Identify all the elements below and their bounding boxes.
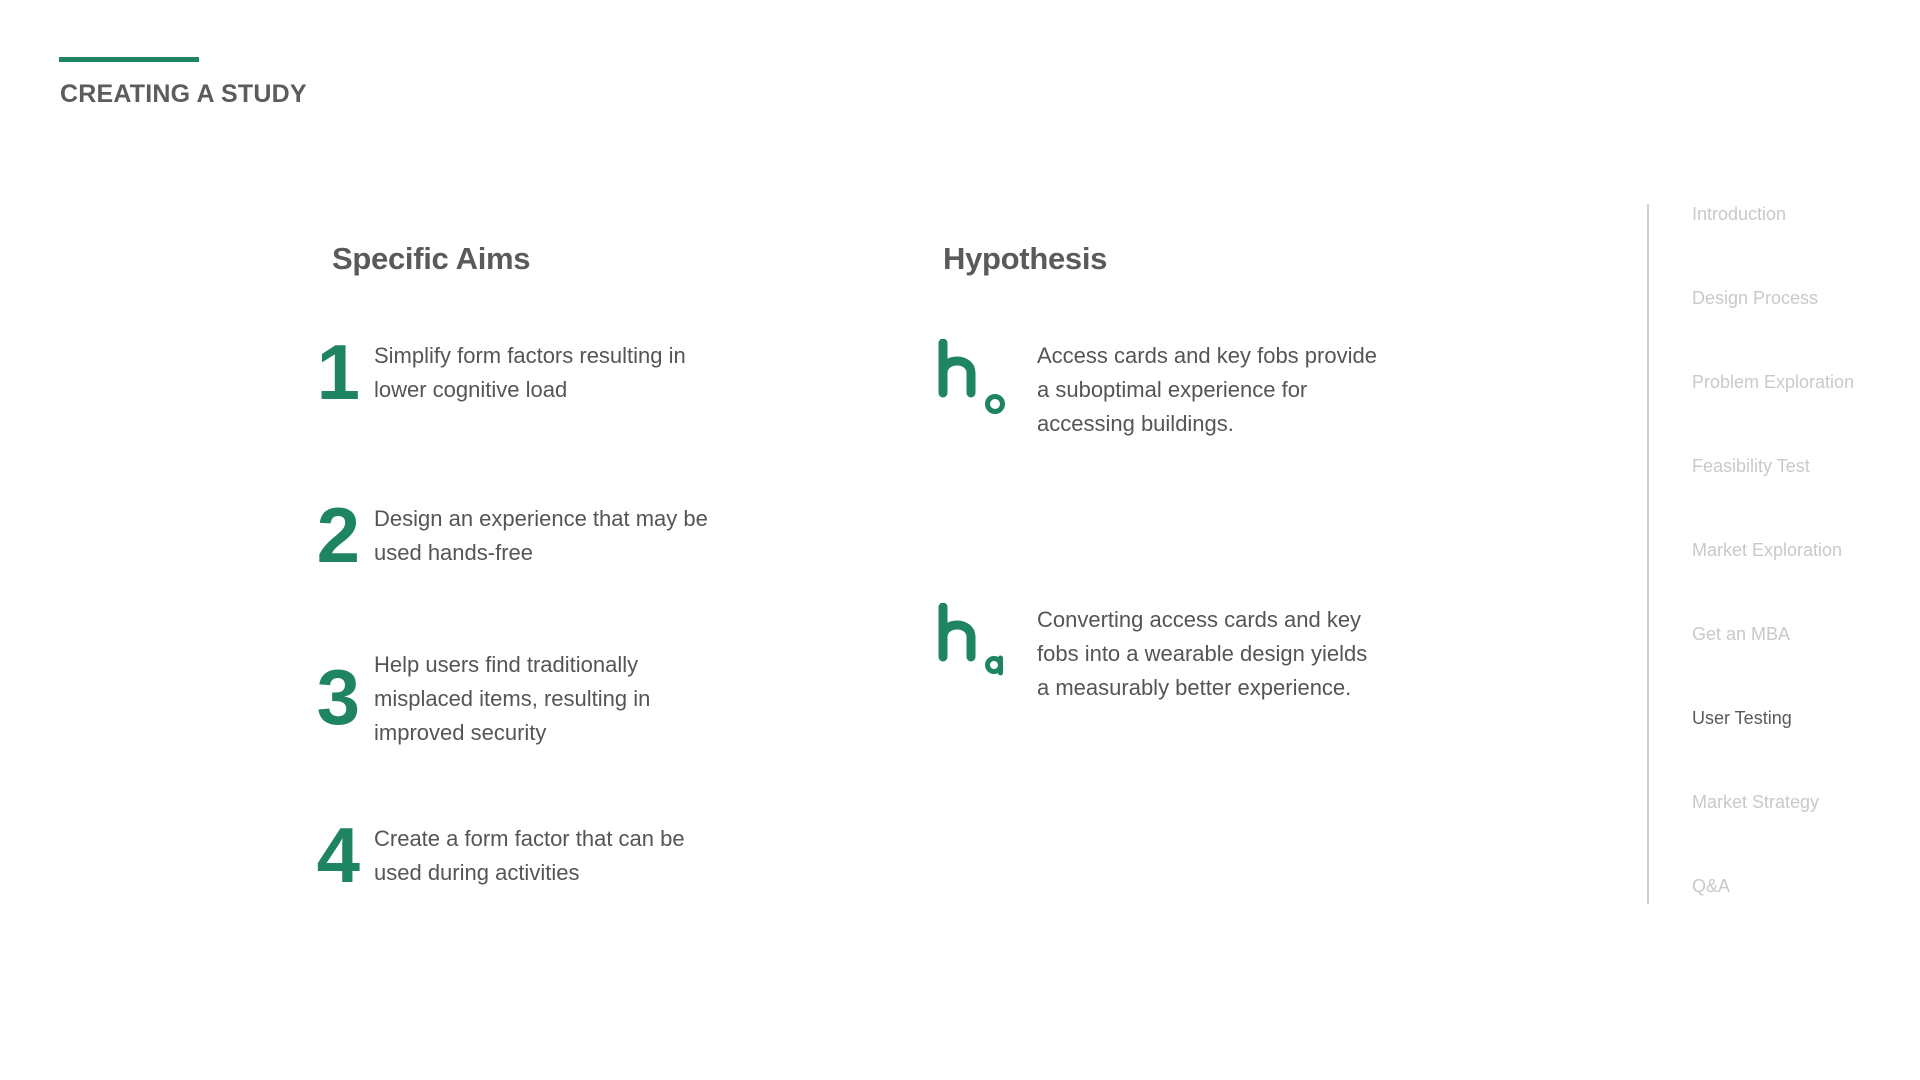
sidebar-item-introduction[interactable]: Introduction bbox=[1692, 204, 1787, 224]
sidebar-item-get-an-mba[interactable]: Get an MBA bbox=[1692, 624, 1791, 644]
aim-number: 1 bbox=[316, 328, 360, 416]
sidebar-divider bbox=[1647, 204, 1649, 904]
aim-number: 3 bbox=[316, 653, 360, 741]
aim-text: Help users find traditionally misplaced items, resulting in improved security bbox=[374, 652, 651, 745]
sidebar-item-q-and-a[interactable]: Q&A bbox=[1692, 876, 1731, 896]
alternative-hypothesis-symbol bbox=[935, 603, 1015, 683]
sidebar-item-user-testing[interactable]: User Testing bbox=[1692, 708, 1792, 728]
slide-title: CREATING A STUDY bbox=[60, 80, 307, 108]
hypothesis-text: Access cards and key fobs provide a suboptimal experience for accessing buildings. bbox=[1037, 343, 1377, 436]
aim-text: Create a form factor that can be used during activities bbox=[374, 826, 685, 885]
aim-text: Design an experience that may be used hands-free bbox=[374, 506, 708, 565]
sidebar-item-design-process[interactable]: Design Process bbox=[1692, 288, 1819, 308]
sidebar-item-feasibility-test[interactable]: Feasibility Test bbox=[1692, 456, 1810, 476]
aim-number: 2 bbox=[316, 491, 360, 579]
sidebar-item-problem-exploration[interactable]: Problem Exploration bbox=[1692, 372, 1855, 392]
hypothesis-text: Converting access cards and key fobs into a wearable design yields a measurably better experience. bbox=[1037, 607, 1368, 700]
null-hypothesis-symbol bbox=[935, 339, 1015, 419]
aim-text: Simplify form factors resulting in lower cognitive load bbox=[374, 343, 686, 402]
specific-aims-heading: Specific Aims bbox=[332, 241, 531, 276]
aim-number: 4 bbox=[316, 811, 360, 899]
title-accent-bar bbox=[59, 57, 199, 62]
sidebar-item-market-exploration[interactable]: Market Exploration bbox=[1692, 540, 1843, 560]
hypothesis-heading: Hypothesis bbox=[943, 241, 1108, 276]
sidebar-item-market-strategy[interactable]: Market Strategy bbox=[1692, 792, 1820, 812]
